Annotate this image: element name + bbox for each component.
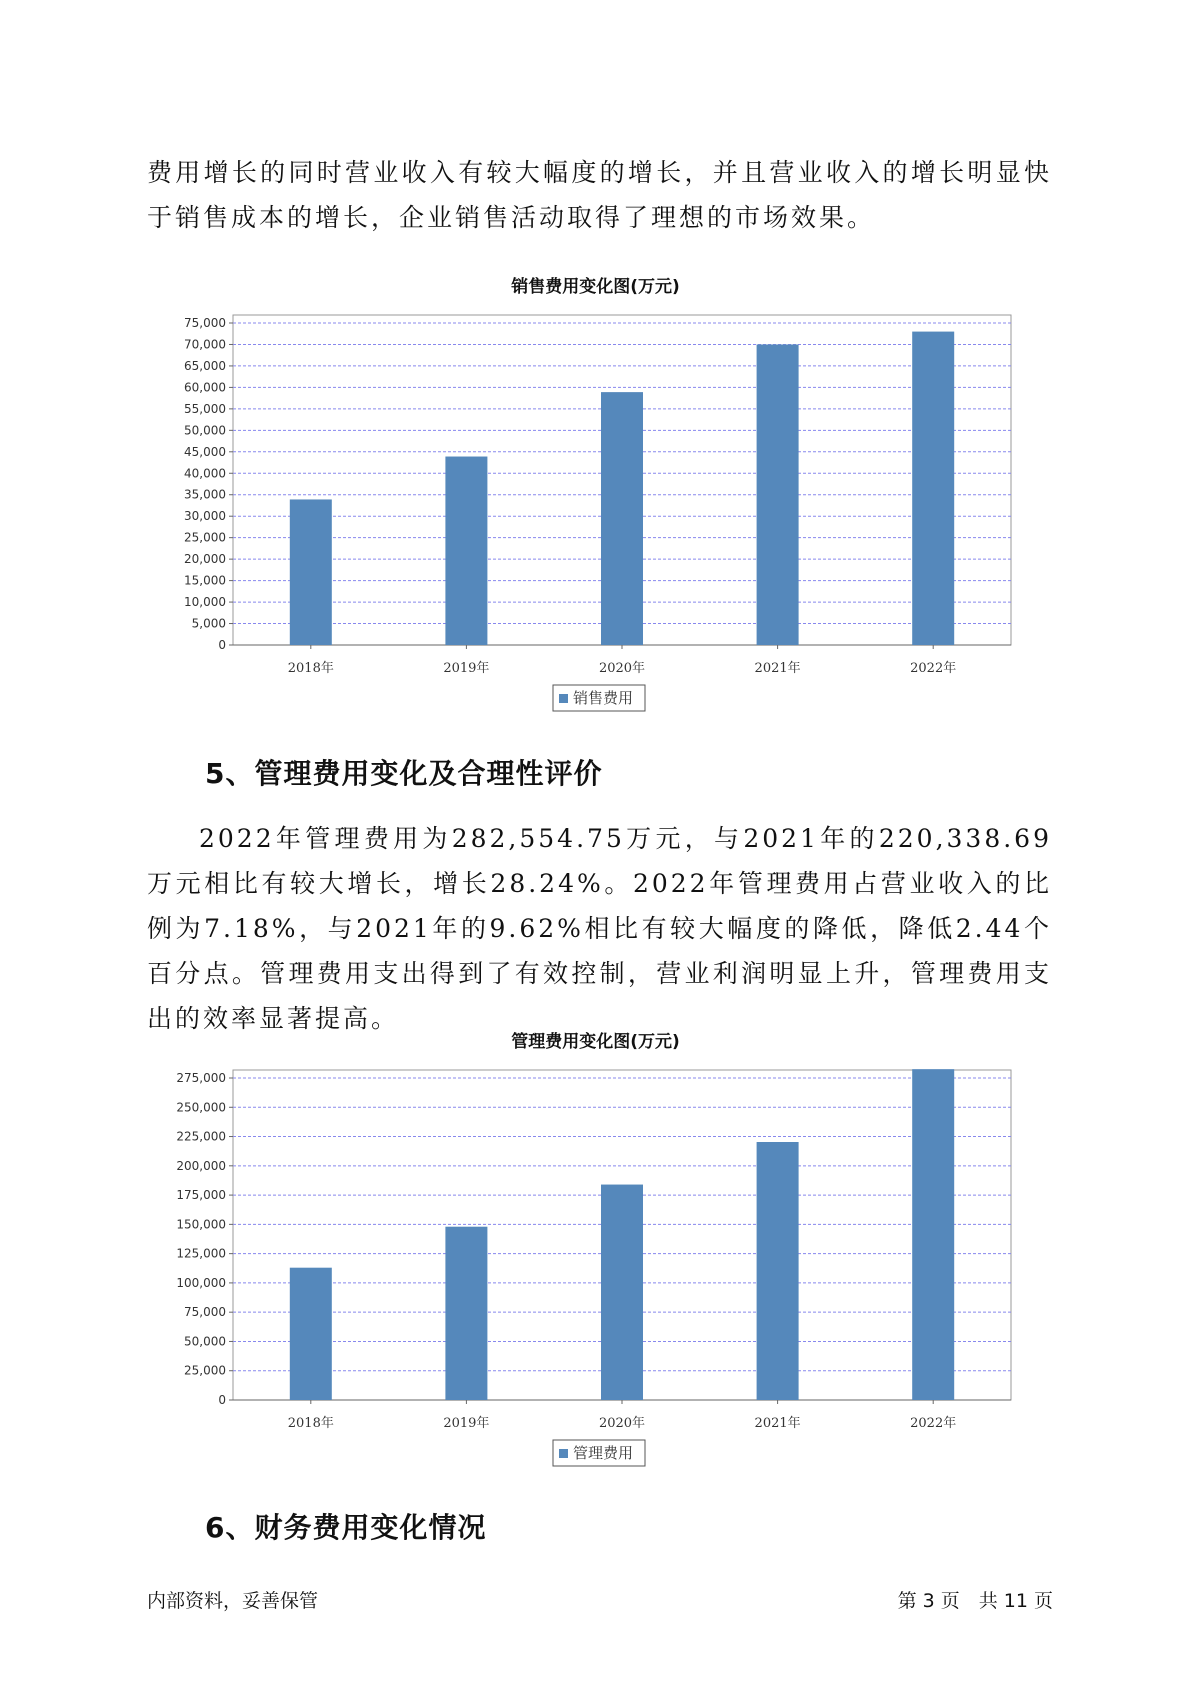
- y-tick-label: 15,000: [184, 573, 226, 588]
- y-tick-label: 75,000: [184, 316, 226, 330]
- y-tick-label: 125,000: [176, 1246, 226, 1261]
- paragraph-sales-conclusion: 费用增长的同时营业收入有较大幅度的增长，并且营业收入的增长明显快于销售成本的增长，企业销售活动取得了理想的市场效果。: [147, 158, 1052, 232]
- bar-2020年: [601, 392, 643, 645]
- y-tick-label: 225,000: [176, 1129, 226, 1144]
- chart-title-sales: 销售费用变化图(万元): [511, 277, 680, 297]
- y-tick-label: 25,000: [184, 1363, 226, 1378]
- y-tick-label: 25,000: [184, 530, 226, 545]
- y-tick-label: 40,000: [184, 466, 226, 481]
- x-tick-label: 2019年: [443, 1416, 490, 1431]
- y-tick-label: 45,000: [184, 444, 226, 459]
- x-tick-label: 2020年: [598, 661, 646, 676]
- y-tick-label: 55,000: [184, 401, 226, 416]
- x-tick-label: 2020年: [598, 1416, 646, 1431]
- bar-2019年: [445, 457, 487, 645]
- x-tick-label: 2022年: [910, 661, 957, 676]
- paragraph-admin-expense: 2022年管理费用为282,554.75万元，与2021年的220,338.69万元相比有较大增长，增长28.24%。2022年管理费用占营业收入的比例为7.18%，与2021年的9.62%相比有较大幅度的降低，降低2.44个百分点。管理费用支出得到了有效控制，营业利润明显上升，管理费用支出的效率显著提高。: [147, 824, 1052, 1033]
- section-heading-5: 5、管理费用变化及合理性评价: [205, 757, 603, 790]
- bar-2018年: [290, 1268, 332, 1400]
- bar-2021年: [757, 344, 799, 645]
- legend-swatch: [559, 1449, 568, 1458]
- admin-expense-chart: [0, 1055, 1191, 1475]
- y-tick-label: 65,000: [184, 358, 226, 373]
- y-tick-label: 0: [218, 638, 226, 652]
- y-tick-label: 250,000: [176, 1100, 226, 1115]
- y-tick-label: 150,000: [176, 1217, 226, 1232]
- bar-2022年: [912, 1069, 954, 1400]
- bar-2020年: [601, 1185, 643, 1400]
- x-tick-label: 2018年: [287, 1416, 334, 1431]
- y-tick-label: 30,000: [184, 509, 226, 524]
- y-tick-label: 20,000: [184, 552, 226, 567]
- y-tick-label: 35,000: [184, 487, 226, 502]
- y-tick-label: 75,000: [184, 1305, 226, 1320]
- bar-2018年: [290, 499, 332, 645]
- legend-label: 管理费用: [573, 1444, 634, 1462]
- x-tick-label: 2019年: [443, 661, 490, 676]
- y-tick-label: 175,000: [176, 1188, 226, 1203]
- footer-page-number: 第 3 页 共 11 页: [897, 1590, 1053, 1612]
- bar-2022年: [912, 332, 954, 645]
- y-tick-label: 100,000: [176, 1275, 226, 1290]
- legend-swatch: [559, 694, 568, 703]
- y-tick-label: 70,000: [184, 337, 226, 352]
- y-tick-label: 200,000: [176, 1158, 226, 1173]
- x-tick-label: 2021年: [754, 661, 801, 676]
- y-tick-label: 5,000: [191, 616, 226, 631]
- bar-2019年: [445, 1227, 487, 1400]
- chart-title-admin: 管理费用变化图(万元): [511, 1032, 680, 1052]
- bar-2021年: [757, 1142, 799, 1400]
- y-tick-label: 50,000: [184, 1334, 226, 1349]
- footer-confidential-note: 内部资料，妥善保管: [147, 1590, 319, 1612]
- x-tick-label: 2018年: [287, 661, 334, 676]
- y-tick-label: 60,000: [184, 380, 226, 395]
- x-tick-label: 2021年: [754, 1416, 801, 1431]
- y-tick-label: 10,000: [184, 595, 226, 610]
- y-tick-label: 275,000: [176, 1071, 226, 1085]
- y-tick-label: 50,000: [184, 423, 226, 438]
- section-heading-6: 6、财务费用变化情况: [205, 1511, 487, 1544]
- legend-label: 销售费用: [573, 689, 634, 707]
- y-tick-label: 0: [218, 1393, 226, 1407]
- sales-expense-chart: [0, 300, 1191, 720]
- x-tick-label: 2022年: [910, 1416, 957, 1431]
